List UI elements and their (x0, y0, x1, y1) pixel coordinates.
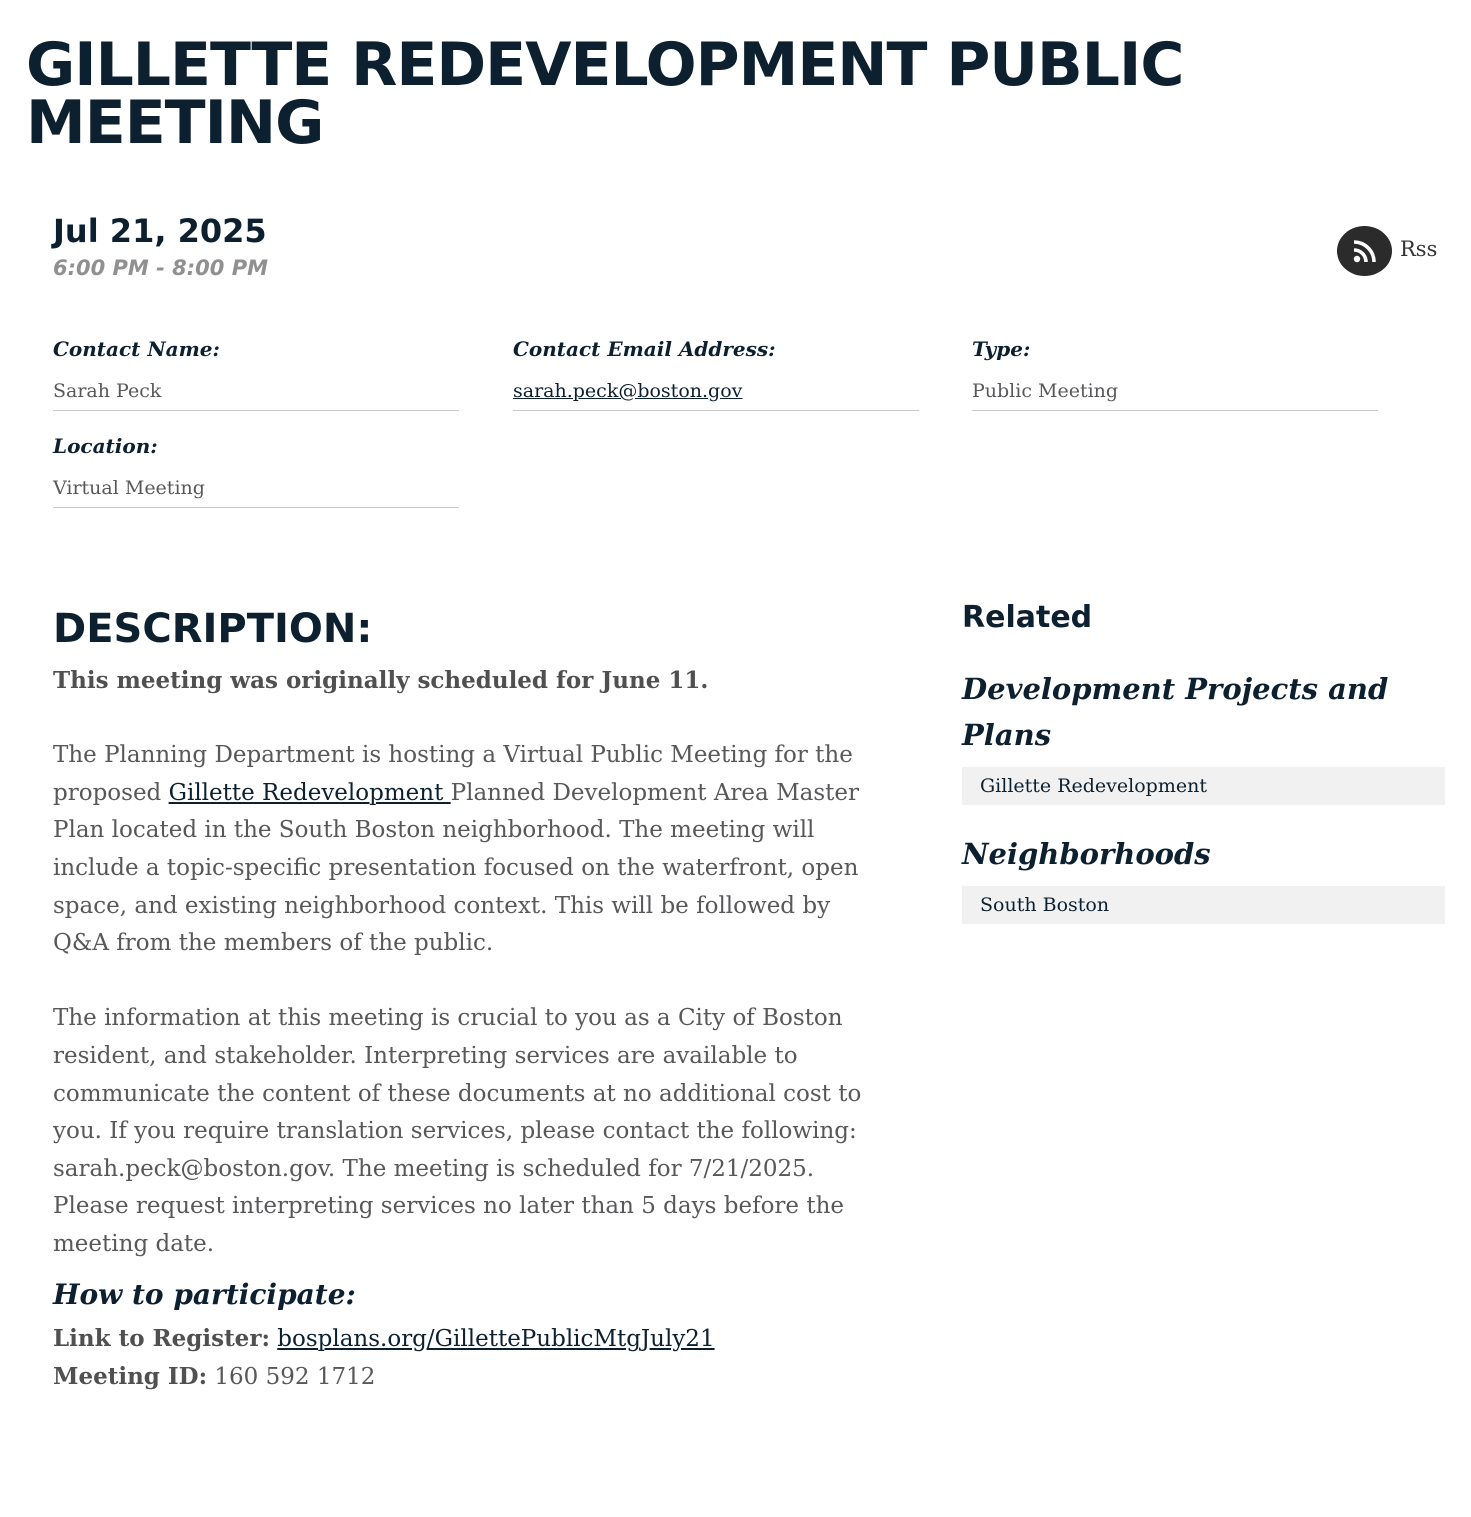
event-date: Jul 21, 2025 (53, 212, 267, 250)
contact-email-link[interactable]: sarah.peck@boston.gov (513, 380, 743, 402)
contact-email-label: Contact Email Address: (513, 337, 776, 361)
event-time: 6:00 PM - 8:00 PM (53, 256, 269, 280)
register-link[interactable]: bosplans.org/GillettePublicMtgJuly21 (277, 1325, 715, 1352)
description-lead: This meeting was originally scheduled for June 11. (53, 667, 709, 694)
meeting-id-line (53, 1358, 873, 1397)
related-heading: Related (962, 600, 1093, 635)
description-heading: DESCRIPTION: (53, 606, 373, 652)
rss-label: Rss (1400, 237, 1438, 261)
contact-email-field (513, 336, 919, 411)
register-label: Link to Register: (53, 1324, 270, 1352)
location-label: Location: (53, 434, 158, 458)
description-paragraph-2: The information at this meeting is crucial to you as a City of Boston resident, and stakeholder. Interpreting services are available to communicate the content of these documents at no additional cost to you. If you require translation services, please contact the following: sarah.peck@boston.gov. The meeting is scheduled for 7/21/2025. Please request interpreting services no later than 5 days before the meeting date. (53, 1005, 862, 1257)
rss-icon (1337, 226, 1392, 276)
contact-name-value: Sarah Peck (53, 380, 162, 402)
type-label: Type: (972, 337, 1031, 361)
description-body (53, 662, 873, 1397)
rss-link[interactable] (1337, 226, 1437, 276)
meeting-id-value: 160 592 1712 (214, 1364, 376, 1391)
how-to-participate-heading: How to participate: (53, 1277, 356, 1311)
location-value: Virtual Meeting (53, 477, 205, 499)
related-tag-south-boston[interactable]: South Boston (962, 886, 1445, 924)
contact-name-field (53, 336, 459, 411)
contact-name-label: Contact Name: (53, 337, 220, 361)
type-field (972, 336, 1378, 411)
related-category-neighborhoods: Neighborhoods (962, 837, 1211, 871)
register-line (53, 1320, 873, 1359)
location-field (53, 433, 459, 508)
page-title: GILLETTE REDEVELOPMENT PUBLIC MEETING (26, 30, 1184, 158)
description-paragraph-1: The Planning Department is hosting a Virtual Public Meeting for the proposed Gillette Redevelopment Planned Development Area Master Plan located in the South Boston neighborhood. The meeting will include a topic-specific presentation focused on the waterfront, open space, and existing neighborhood context. This will be followed by Q&A from the members of the public. (53, 742, 859, 957)
gillette-redevelopment-link[interactable]: Gillette Redevelopment (168, 779, 451, 806)
meeting-id-label: Meeting ID: (53, 1363, 208, 1391)
related-tag-gillette-redevelopment[interactable]: Gillette Redevelopment (962, 767, 1445, 805)
type-value: Public Meeting (972, 380, 1119, 402)
related-category-development: Development Projects and Plans (962, 672, 1389, 752)
